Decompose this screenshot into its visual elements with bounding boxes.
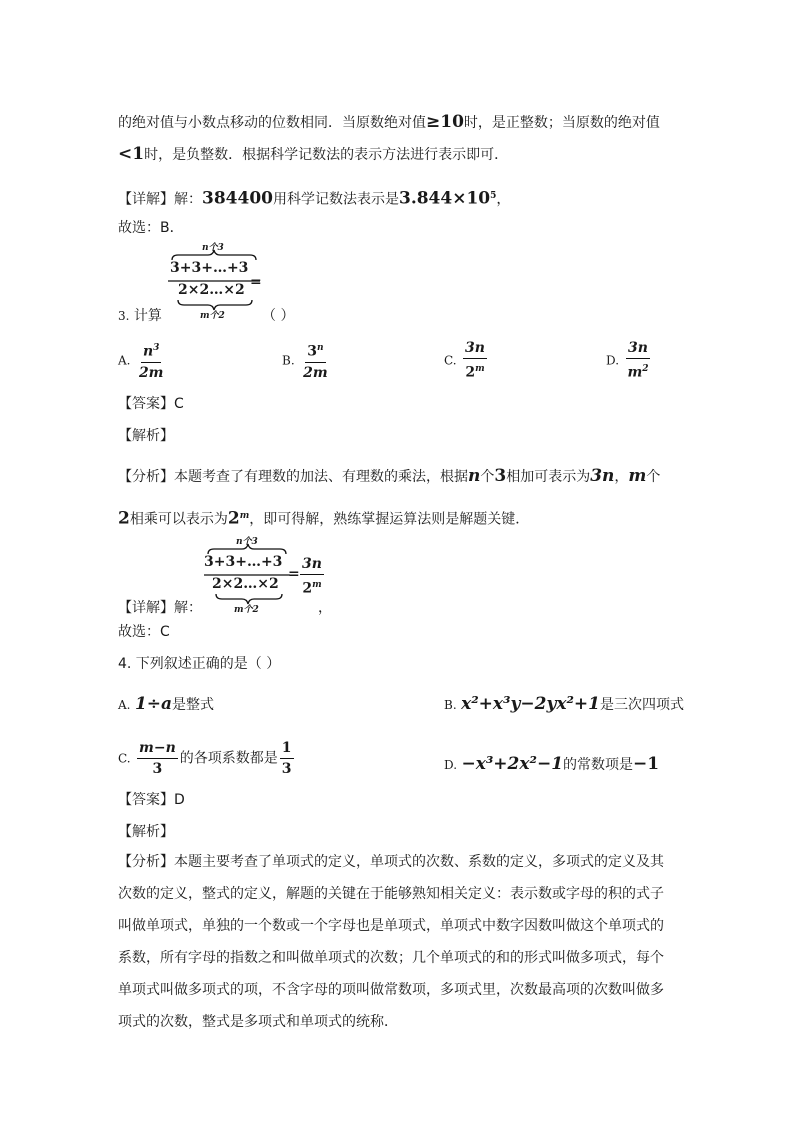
intro-text-1a: 的绝对值与小数点移动的位数相同．当原数绝对值 <box>118 115 426 131</box>
math-3: 3 <box>494 466 507 486</box>
analysis-text: 系数，所有字母的指数之和叫做单项式的次数；几个单项式的和的形式叫做多项式，每个 <box>118 950 664 966</box>
q3-analysis-line-1 <box>118 466 660 487</box>
q4-option-b <box>444 694 684 715</box>
math-n: n <box>468 466 481 486</box>
analysis-text: 【分析】本题主要考查了单项式的定义，单项式的次数、系数的定义，多项式的定义及其 <box>118 854 664 870</box>
math-2: 2 <box>118 508 130 529</box>
answer-text: 【答案】C <box>118 396 184 412</box>
q4-analysis-line <box>118 884 664 904</box>
frac-num: n <box>142 343 154 360</box>
q2-detail-text: 用科学记数法表示是 <box>272 191 399 208</box>
option-label: A. <box>118 698 131 712</box>
frac-num: 1 <box>280 738 294 759</box>
option-label: D. <box>606 353 620 368</box>
intro-math-ge10: ≥10 <box>426 112 464 132</box>
intro-text-1b: 时，是正整数；当原数的绝对值 <box>463 115 660 131</box>
q4-stem-text: 4. 下列叙述正确的是（ ） <box>118 656 281 672</box>
option-label: B. <box>444 698 457 712</box>
analysis-text: 相乘可以表示为 <box>129 511 228 528</box>
q3-denominator: 2×2…×2 <box>178 282 245 298</box>
frac-den-exp: 2 <box>642 364 649 374</box>
q3-detail-top-label: n个3 <box>236 537 258 547</box>
q3-detail-comma <box>318 598 332 618</box>
q3-detail-tag <box>118 598 202 618</box>
q4-option-d <box>444 754 659 775</box>
q3-option-c <box>444 338 489 383</box>
q3-number: 3. <box>118 309 130 323</box>
option-label: C. <box>118 751 131 766</box>
q4-d-value: −1 <box>633 754 660 774</box>
frac-num: 3n <box>463 338 487 359</box>
q3-numerator: 3+3+…+3 <box>170 260 249 276</box>
frac-den: 2 <box>302 580 313 597</box>
frac-den: 2 <box>465 364 476 381</box>
q2-comma: ， <box>496 191 511 208</box>
detail-tag: 【详解】解： <box>118 191 202 208</box>
math-2m-exp: m <box>239 511 250 521</box>
analysis-title: 【解析】 <box>118 824 174 840</box>
q4-b-math: x²+x³y−2yx²+1 <box>461 694 600 714</box>
q3-equals: = <box>250 274 262 290</box>
option-c-fraction <box>463 338 487 383</box>
q3-top-label: n个3 <box>202 243 224 253</box>
q4-stem <box>118 654 280 674</box>
q3-answer <box>118 394 184 414</box>
frac-num-exp: n <box>316 343 324 353</box>
q2-result-base: 3.844×10 <box>398 188 491 209</box>
frac-den: 3 <box>152 761 163 777</box>
analysis-text: 个 <box>646 469 661 485</box>
q3-option-a <box>118 338 168 383</box>
analysis-text: 叫做单项式，单独的一个数或一个字母也是单项式，单项式中数字因数叫做这个单项式的 <box>118 918 664 934</box>
q4-option-c <box>118 738 296 779</box>
option-a-fraction <box>137 338 166 383</box>
q2-choice <box>118 218 184 238</box>
q3-option-b <box>282 338 332 383</box>
intro-math-lt1: <1 <box>118 144 145 164</box>
choice-text: 故选：C <box>118 624 170 640</box>
q4-a-text: 是整式 <box>172 697 215 713</box>
option-label: C. <box>444 353 457 368</box>
q4-b-text: 是三次四项式 <box>599 697 684 713</box>
q4-analysis-line <box>118 1012 398 1032</box>
q2-number: 384400 <box>202 188 273 209</box>
q3-expression <box>166 244 262 320</box>
q4-analysis-line <box>118 852 664 872</box>
analysis-text: 项式的次数，整式是多项式和单项式的统称． <box>118 1014 398 1030</box>
frac-den-exp: m <box>312 580 322 590</box>
analysis-text: 次数的定义，整式的定义，解题的关键在于能够熟知相关定义：表示数或字母的积的式子 <box>118 886 664 902</box>
analysis-text: ， <box>614 469 629 485</box>
q3-detail-numerator: 3+3+…+3 <box>204 554 283 570</box>
analysis-text: ，即可得解，熟练掌握运算法则是解题关键． <box>249 511 530 528</box>
frac-num: 3n <box>626 338 650 359</box>
q3-detail-bottom-label: m个2 <box>234 605 259 615</box>
option-label: A. <box>118 353 131 368</box>
answer-text: 【答案】D <box>118 792 185 808</box>
option-label: D. <box>444 758 458 772</box>
frac-den: 3 <box>281 761 292 777</box>
q4-analysis-title <box>118 822 174 842</box>
q3-blank <box>262 306 294 326</box>
frac-num: 3 <box>307 343 317 360</box>
q3-option-d <box>606 338 653 383</box>
q4-c-text: 的各项系数都是 <box>179 750 278 767</box>
frac-num-exp: 3 <box>153 343 160 353</box>
q4-d-math: −x³+2x²−1 <box>461 754 564 774</box>
q4-option-a <box>118 694 214 715</box>
frac-den: 2m <box>138 364 164 381</box>
q3-stem <box>118 306 162 326</box>
q4-d-text: 的常数项是 <box>563 757 634 773</box>
frac-num: m−n <box>137 738 178 759</box>
q4-analysis-line <box>118 980 664 1000</box>
q3-verb: 计算 <box>133 308 162 324</box>
q3-choice <box>118 622 170 642</box>
math-m: m <box>628 466 647 486</box>
q4-analysis-line <box>118 916 664 936</box>
q3-analysis-line-2 <box>118 506 529 530</box>
q2-detail-line <box>118 186 510 210</box>
frac-den-exp: m <box>475 364 485 374</box>
frac-den: m <box>627 364 643 381</box>
q2-choice-text: 故选：B． <box>118 220 184 236</box>
analysis-text: 相加可表示为 <box>506 469 591 485</box>
q3-analysis-title <box>118 426 174 446</box>
q3-blank-text: （ ） <box>262 308 295 324</box>
option-b-fraction <box>301 338 330 383</box>
q3-detail-denominator: 2×2…×2 <box>212 576 279 592</box>
frac-num: 3n <box>300 554 324 575</box>
math-3n: 3n <box>590 466 615 486</box>
q4-a-math: 1÷a <box>134 694 173 714</box>
frac-den: 2m <box>303 364 328 381</box>
q4-analysis-line <box>118 948 664 968</box>
comma: ， <box>318 600 332 616</box>
q3-detail-expression <box>202 538 292 614</box>
q4-answer <box>118 790 185 810</box>
math-2m-base: 2 <box>227 508 240 529</box>
analysis-text: 个 <box>480 469 495 485</box>
q3-bottom-label: m个2 <box>200 311 225 321</box>
q4-c-fraction <box>137 738 178 779</box>
q3-detail-equals: = <box>288 566 300 582</box>
detail-tag: 【详解】解： <box>118 600 202 616</box>
intro-text-2b: 时，是负整数．根据科学记数法的表示方法进行表示即可． <box>144 147 509 163</box>
analysis-text: 单项式叫做多项式的项，不含字母的项叫做常数项，多项式里，次数最高项的次数叫做多 <box>118 982 664 998</box>
option-label: B. <box>282 353 295 368</box>
analysis-text: 【分析】本题考查了有理数的加法、有理数的乘法，根据 <box>118 469 468 485</box>
analysis-title: 【解析】 <box>118 428 174 444</box>
intro-line-2 <box>118 144 508 165</box>
intro-line-1 <box>118 112 660 133</box>
option-d-fraction <box>625 338 650 383</box>
q2-result-exp: 5 <box>490 191 497 201</box>
q4-c-coef-fraction <box>280 738 294 779</box>
q3-detail-result <box>300 554 324 599</box>
